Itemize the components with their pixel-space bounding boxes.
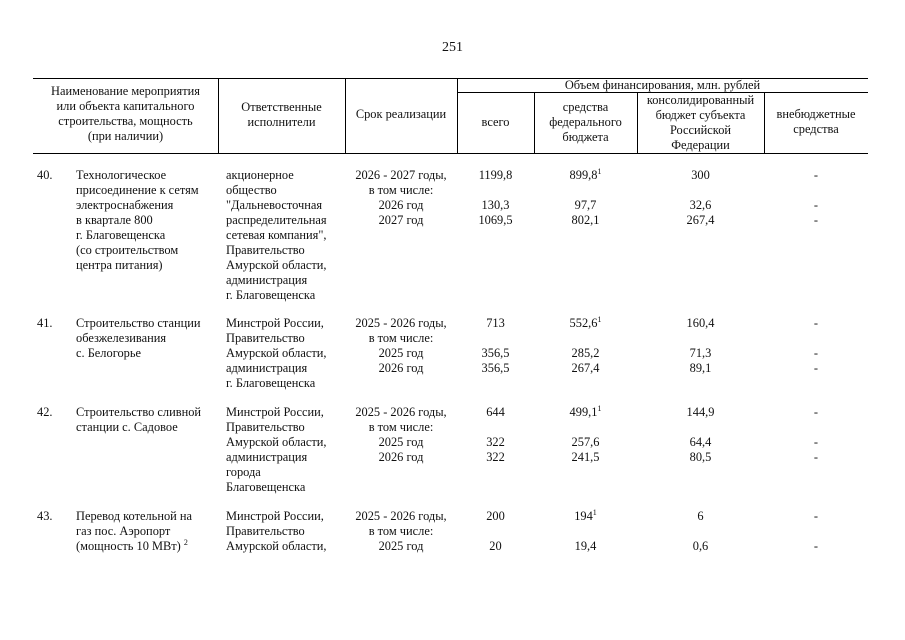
row-number: 40. <box>37 168 53 182</box>
row-consolidated: 6 0,6 <box>692 509 709 553</box>
header-col-period: Срок реализации <box>355 107 447 121</box>
row-consolidated: 160,4 71,3 89,1 <box>686 316 715 375</box>
row-offbudget: - - - <box>813 405 819 464</box>
row-name: Перевод котельной на газ пос. Аэропорт (мощность 10 МВт) $^2$ <box>76 509 193 553</box>
row-total: 1199,8 130,3 1069,5 <box>478 168 513 227</box>
header-col-executors: Ответственные исполнители <box>241 100 322 129</box>
row-period: 2026 - 2027 годы, в том числе: 2026 год 2027 год <box>355 168 447 227</box>
row-number: 42. <box>37 405 53 419</box>
table-row <box>0 316 905 396</box>
row-total: 200 20 <box>486 509 505 553</box>
row-name: Строительство станции обезжелезивания с. Белогорье <box>76 316 201 360</box>
header-col-name: Наименование мероприятия или объекта капитального строительства, мощность (при наличии) <box>51 84 200 143</box>
page-number: 251 <box>442 40 463 55</box>
row-executors: акционерное общество "Дальневосточная распределительная сетевая компания", Правительство Амурской области, администрация г. Благовещенска <box>226 168 327 302</box>
row-consolidated: 144,9 64,4 80,5 <box>686 405 715 464</box>
header-col-federal: средства федерального бюджета <box>549 100 622 144</box>
row-executors: Минстрой России, Правительство Амурской области, администрация города Благовещенска <box>226 405 327 494</box>
row-name: Строительство сливной станции с. Садовое <box>76 405 202 434</box>
row-federal: 499,1$^1$ 257,6 241,5 <box>569 404 602 464</box>
row-number: 41. <box>37 316 53 330</box>
row-executors: Минстрой России, Правительство Амурской области, <box>226 509 327 553</box>
table-row <box>0 405 905 500</box>
row-federal: 899,8$^1$ 97,7 802,1 <box>569 167 602 227</box>
header-funding-group: Объем финансирования, млн. рублей <box>564 78 761 92</box>
row-federal: $194^1$ 19,4 <box>574 508 597 553</box>
row-offbudget: - - - <box>813 316 819 375</box>
header-col-offbudget: внебюджетные средства <box>776 107 856 136</box>
row-executors: Минстрой России, Правительство Амурской области, администрация г. Благовещенска <box>226 316 327 390</box>
row-consolidated: 300 32,6 267,4 <box>686 168 715 227</box>
table-row <box>0 509 905 559</box>
header-col-total: всего <box>481 115 510 129</box>
row-number: 43. <box>37 509 53 523</box>
row-total: 713 356,5 356,5 <box>481 316 510 375</box>
row-offbudget: - - <box>813 509 819 553</box>
row-offbudget: - - - <box>813 168 819 227</box>
row-name: Технологическое присоединение к сетям электроснабжения в квартале 800 г. Благовещенска (со строительством центра питания) <box>76 168 199 272</box>
row-period: 2025 - 2026 годы, в том числе: 2025 год 2026 год <box>355 316 447 375</box>
row-period: 2025 - 2026 годы, в том числе: 2025 год 2026 год <box>355 405 447 464</box>
row-total: 644 322 322 <box>486 405 505 464</box>
row-period: 2025 - 2026 годы, в том числе: 2025 год <box>355 509 447 553</box>
row-federal: 552,6$^1$ 285,2 267,4 <box>569 315 602 375</box>
header-col-consolidated: консолидированный бюджет субъекта Российской Федерации <box>646 93 755 152</box>
header-bottom-rule <box>33 153 868 154</box>
table-row <box>0 168 905 308</box>
